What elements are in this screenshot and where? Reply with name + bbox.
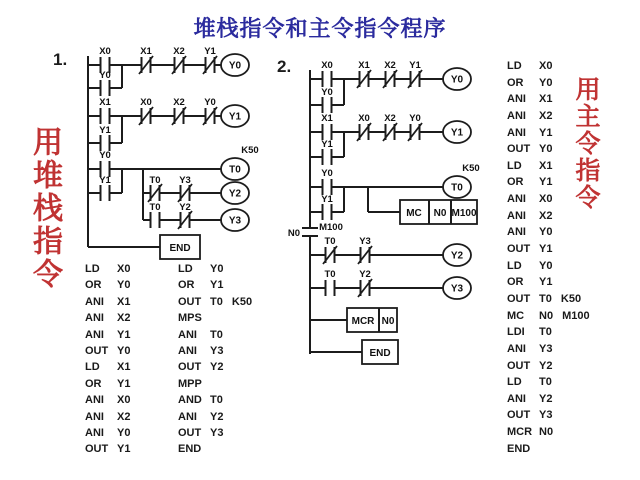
contact-label: X0 [140,97,152,108]
instruction-arg: Y2 [210,361,224,374]
instruction-op: ANI [178,344,197,357]
timer-constant: K50 [241,145,259,156]
contact-label: X2 [173,46,185,57]
instruction-arg: Y1 [210,279,224,292]
instruction-op: LD [507,159,522,172]
nc-contact [358,246,372,264]
contact-label: X1 [358,60,370,71]
contact-label: Y1 [99,175,111,186]
instruction-op: ANI [85,312,104,325]
instruction-op: ANI [178,328,197,341]
instruction-row [507,191,590,208]
instruction-row [85,312,130,328]
instruction-op: OUT [85,443,109,456]
instruction-arg: N0 [539,426,554,439]
contact-label: Y0 [409,113,421,124]
instruction-row [85,345,130,361]
instruction-op: OUT [507,243,531,256]
instruction-row [507,291,590,308]
contact-label: X0 [358,113,370,124]
coil-label: Y1 [450,127,464,139]
nc-contact [408,123,422,141]
instruction-arg: Y0 [539,143,553,156]
instruction-row [507,441,590,458]
d2-rung-1 [310,60,471,114]
instruction-row [507,158,590,175]
coil-label: Y0 [228,60,242,72]
instruction-op: ANI [507,109,526,122]
instruction-arg: X1 [117,295,131,308]
instruction-row [507,341,590,358]
instruction-arg: Y0 [117,279,131,292]
instruction-arg: T0 [210,328,223,341]
coil-label: Y0 [450,74,464,86]
nc-contact [139,107,153,125]
no-contact [323,203,332,221]
d2-rung-5 [310,269,471,299]
d2-rung-3-timer-mc [310,163,480,224]
instruction-op: MCR [507,426,533,439]
nc-contact [357,70,371,88]
instruction-arg: T0 K50 [539,292,582,305]
instruction-row [507,274,590,291]
instruction-op: ANI [178,410,197,423]
instruction-op: OR [85,377,102,390]
instruction-arg: Y0 [117,344,131,357]
instruction-op: LD [85,263,100,275]
instruction-row [507,141,590,158]
instruction-row [178,329,252,345]
instruction-row [507,324,590,341]
d2-rung-2 [310,113,471,166]
contact-label: X2 [173,97,185,108]
instruction-arg: T0 [539,326,552,339]
nc-contact [383,123,397,141]
instruction-op: ANI [507,226,526,239]
instruction-arg: Y0 [539,226,553,239]
contact-label: Y0 [321,87,333,98]
instruction-row [507,358,590,375]
coil-label: T0 [229,164,241,176]
contact-label: X0 [321,60,333,71]
instruction-row [178,263,252,279]
nc-contact [323,246,337,264]
instruction-row [507,308,590,325]
d2-mcr-rung [310,308,397,332]
instruction-row [178,394,252,410]
end-label: END [169,243,191,254]
instruction-op: OUT [85,344,109,357]
contact-label: Y2 [179,202,191,213]
instruction-arg: X2 [539,109,553,122]
nc-contact [172,56,186,74]
instruction-op: MPS [178,312,202,325]
instruction-op: ANI [85,394,104,407]
mcr-nest-label: N0 [381,316,395,327]
instruction-row [507,75,590,92]
instruction-row [178,279,252,295]
instruction-arg: Y0 [210,263,224,275]
contact-label: X0 [99,46,111,57]
instruction-row [178,361,252,377]
contact-label: Y1 [321,139,333,150]
nc-contact [139,56,153,74]
contact-label: T0 [324,269,336,280]
instruction-row [507,174,590,191]
instruction-row [85,263,130,279]
mc-op-label: MC [406,208,422,219]
no-contact [323,70,332,88]
instruction-arg: Y1 [539,176,553,189]
instruction-op: END [507,442,531,455]
side-label-master: 用主令指令 [572,76,601,211]
instruction-op: ANI [85,410,104,423]
nc-contact [203,107,217,125]
instruction-arg: Y0 [539,76,553,89]
instruction-arg: X1 [539,93,553,106]
instruction-arg: X2 [117,410,131,423]
instruction-op: LD [178,263,193,275]
instruction-arg: Y1 [117,328,131,341]
instruction-op: OUT [178,361,202,374]
instruction-op: LD [507,259,522,272]
contact-label: T0 [149,175,161,186]
page-title: 堆栈指令和主令指令程序 [193,16,447,41]
instruction-arg: N0 M100 [539,309,590,322]
contact-label: Y0 [321,168,333,179]
contact-label: Y3 [179,175,191,186]
contact-label: Y1 [409,60,421,71]
instruction-arg: T0 [539,376,552,389]
instruction-row [178,443,252,459]
instruction-op: MC [507,309,525,322]
instruction-op: MPP [178,377,202,390]
instruction-op: AND [178,394,202,407]
contact-label: X2 [384,60,396,71]
contact-label: Y0 [99,150,111,161]
instruction-row [85,378,130,394]
instruction-arg: X0 [117,263,131,275]
instruction-op: ANI [85,295,104,308]
instruction-op: OUT [178,426,202,439]
diagram2-number: 2. [277,57,292,76]
no-contact [323,96,332,114]
instruction-op: OR [85,279,102,292]
d2-rung-4 [310,236,471,266]
instruction-arg: Y0 [117,426,131,439]
coil-label: T0 [451,182,463,194]
instruction-op: OUT [507,292,531,305]
instruction-arg: X0 [539,193,553,206]
instruction-arg: X2 [539,209,553,222]
instruction-op: OUT [507,359,531,372]
contact-label: Y0 [204,97,216,108]
instruction-op: OR [507,176,524,189]
instruction-row [178,296,252,312]
d2-end-rung [310,340,398,364]
instruction-op: ANI [507,193,526,206]
end-label: END [369,348,391,359]
contact-label: Y2 [359,269,371,280]
instruction-row [507,125,590,142]
instruction-row [85,443,130,459]
instruction-row [507,241,590,258]
instruction-op: ANI [507,392,526,405]
nc-contact [178,184,192,202]
coil-label: Y2 [228,188,242,200]
instruction-row [507,224,590,241]
instruction-arg: T0 [210,394,223,407]
instruction-arg: Y0 [539,259,553,272]
instruction-op: LD [507,60,522,72]
instruction-arg: Y1 [539,126,553,139]
instruction-arg: Y1 [117,377,131,390]
instruction-op: ANI [85,328,104,341]
no-contact [151,211,160,229]
contact-label: T0 [149,202,161,213]
instruction-arg: X1 [539,159,553,172]
instruction-row [507,258,590,275]
instruction-row [178,411,252,427]
nc-contact [148,184,162,202]
mcr-op-label: MCR [351,316,375,327]
instruction-arg: Y3 [210,344,224,357]
instruction-op: ANI [85,426,104,439]
d1-rung-2 [88,97,249,152]
contact-label: X2 [384,113,396,124]
contact-label: Y1 [321,194,333,205]
d1-rung-1 [88,46,249,97]
instruction-op: OUT [507,409,531,422]
instruction-row [507,208,590,225]
nc-contact [408,70,422,88]
nest-level-label: N0 [287,228,301,239]
instruction-row [507,108,590,125]
coil-label: Y2 [450,250,464,262]
no-contact [101,79,110,97]
nc-contact [178,211,192,229]
instruction-op: LD [507,376,522,389]
instruction-row [85,427,130,443]
instruction-arg: Y1 [117,443,131,456]
mc-relay-label: M100 [451,208,477,219]
instruction-op: ANI [507,126,526,139]
coil-label: Y3 [450,283,464,295]
coil-label: Y1 [228,111,242,123]
contact-label: T0 [324,236,336,247]
instruction-row [85,279,130,295]
instruction-arg: Y2 [539,359,553,372]
timer-constant: K50 [462,163,480,174]
instruction-op: LD [85,361,100,374]
instruction-op: ANI [507,93,526,106]
coil-label: Y3 [228,215,242,227]
instruction-row [178,427,252,443]
nc-contact [172,107,186,125]
diagram1-number: 1. [53,50,68,69]
instruction-row [507,391,590,408]
instruction-arg: Y2 [210,410,224,423]
master-relay-label: M100 [319,222,343,233]
instruction-arg: Y1 [539,276,553,289]
no-contact [101,107,110,125]
instruction-op: OR [178,279,195,292]
nc-contact [203,56,217,74]
contact-label: X1 [321,113,333,124]
ladder-diagram-2 [280,52,495,372]
instruction-row [507,407,590,424]
mc-nest-label: N0 [433,208,447,219]
nc-contact [358,279,372,297]
instruction-arg: Y2 [539,392,553,405]
instruction-row [507,91,590,108]
instruction-op: OUT [507,143,531,156]
instruction-list-stack-col1 [85,263,130,460]
no-contact [326,279,335,297]
instruction-row [178,345,252,361]
instruction-arg: Y3 [210,426,224,439]
instruction-row [85,296,130,312]
instruction-row [85,329,130,345]
nc-contact [383,70,397,88]
instruction-row [507,374,590,391]
instruction-arg: X0 [117,394,131,407]
instruction-op: ANI [507,209,526,222]
contact-label: X1 [99,97,111,108]
d1-end-rung [88,235,200,259]
instruction-row [85,411,130,427]
instruction-row [178,378,252,394]
instruction-row [178,312,252,328]
instruction-op: OUT [178,295,202,308]
ladder-diagram-1 [78,44,273,266]
instruction-row [85,394,130,410]
contact-label: Y3 [359,236,371,247]
no-contact [101,184,110,202]
instruction-op: LDI [507,326,525,339]
instruction-op: END [178,443,202,456]
contact-label: Y0 [99,70,111,81]
instruction-list-master [507,58,590,457]
instruction-arg: X2 [117,312,131,325]
no-contact [323,148,332,166]
instruction-row [507,58,590,75]
contact-label: X1 [140,46,152,57]
nc-contact [357,123,371,141]
d1-rung-5 [143,202,249,231]
instruction-arg: T0 K50 [210,295,253,308]
instruction-arg: Y3 [539,409,553,422]
instruction-arg: Y3 [539,342,553,355]
instruction-op: ANI [507,342,526,355]
instruction-row [507,424,590,441]
contact-label: Y1 [99,125,111,136]
instruction-list-stack-col2 [178,263,252,460]
side-label-stack: 用堆栈指令 [27,126,62,291]
contact-label: Y1 [204,46,216,57]
instruction-arg: Y1 [539,243,553,256]
instruction-row [85,361,130,377]
instruction-arg: X0 [539,60,553,72]
instruction-op: OR [507,76,524,89]
instruction-arg: X1 [117,361,131,374]
instruction-op: OR [507,276,524,289]
